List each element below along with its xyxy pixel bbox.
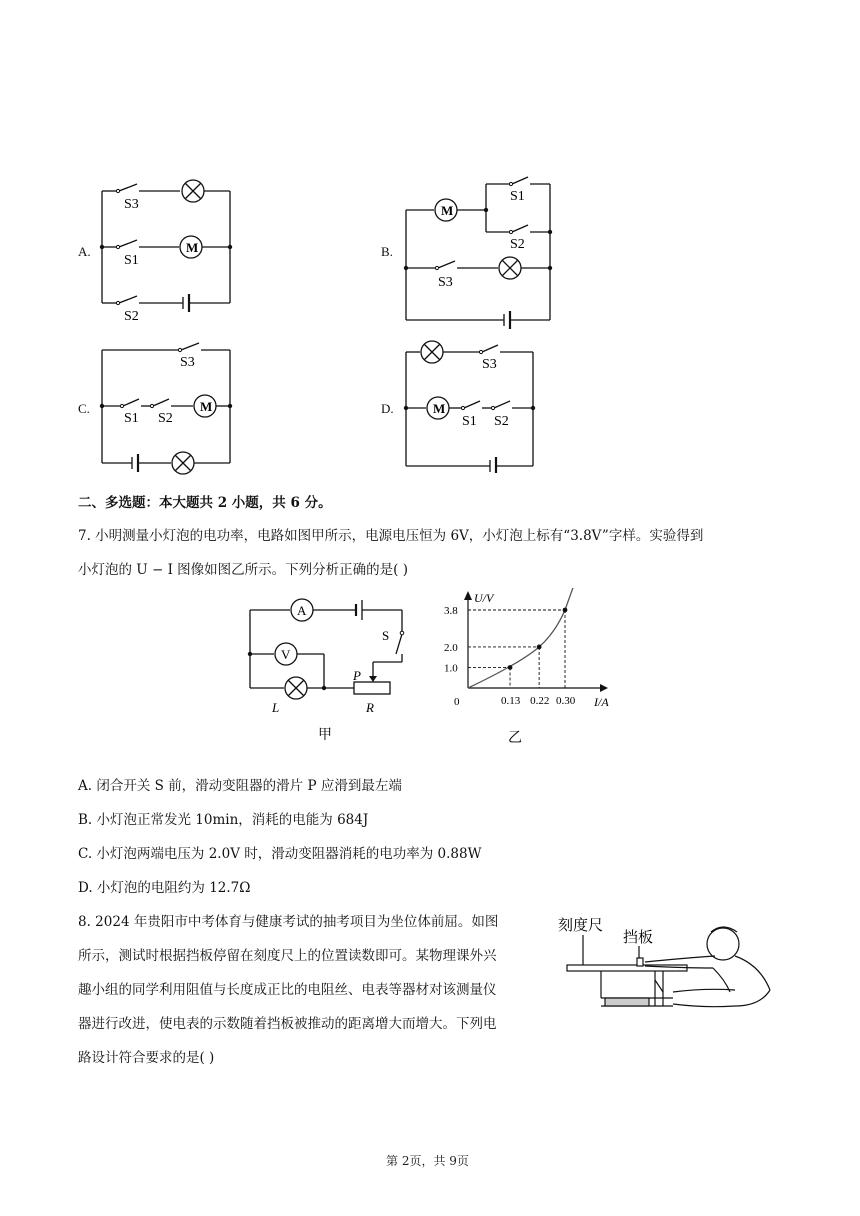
circuit-a-diagram: [95, 175, 240, 325]
q8-stem-line4: 器进行改进，使电表的示数随着挡板被推动的距离增大而增大。下列电: [78, 1016, 497, 1032]
switch-s-label: S: [382, 628, 390, 643]
y-tick-label: 2.0: [444, 641, 458, 654]
switch-s1-label: S1: [124, 253, 139, 268]
figure-caption-jia: 甲: [318, 728, 332, 743]
origin-label: 0: [454, 696, 460, 708]
switch-s1-label: S1: [124, 411, 139, 426]
q8-stem-line3: 趣小组的同学利用阻值与长度成正比的电阻丝、电表等器材对该测量仪: [78, 982, 497, 998]
switch-s3-label: S3: [438, 275, 453, 290]
q8-stem-line1: 8. 2024 年贵阳市中考体育与健康考试的抽考项目为坐位体前屈。如图: [78, 914, 499, 930]
x-axis-label: I/A: [594, 695, 609, 709]
q7-option-c[interactable]: C. 小灯泡两端电压为 2.0V 时，滑动变阻器消耗的电功率为 0.88W: [78, 846, 482, 862]
figure-caption-yi: 乙: [508, 731, 522, 746]
y-tick-label: 3.8: [444, 605, 458, 617]
q8-stem-line5: 路设计符合要求的是( ): [78, 1050, 215, 1066]
q7-option-d[interactable]: D. 小灯泡的电阻约为 12.7Ω: [78, 880, 251, 896]
voltmeter-label: V: [281, 647, 291, 662]
switch-s1-label: S1: [462, 414, 477, 429]
ammeter-label: A: [297, 603, 307, 618]
x-tick-label: 0.22: [530, 695, 550, 707]
data-point: [537, 645, 542, 650]
circuit-b-diagram: [398, 170, 558, 330]
motor-label: M: [441, 203, 454, 218]
ruler-label: 刻度尺: [558, 918, 604, 934]
data-point: [508, 665, 513, 670]
circuit-c-diagram: [95, 338, 240, 478]
switch-s2-label: S2: [510, 237, 525, 252]
q7-stem-line2: 小灯泡的 U − I 图像如图乙所示。下列分析正确的是( ): [78, 562, 409, 578]
switch-s2-label: S2: [124, 309, 139, 324]
lamp-l-label: L: [272, 700, 280, 715]
switch-s1-label: S1: [510, 189, 525, 204]
q7-figure-yi: [440, 588, 625, 748]
q7-stem-line1: 7. 小明测量小灯泡的电功率，电路如图甲所示，电源电压恒为 6V，小灯泡上标有“3.8V”字样。实验得到: [78, 528, 704, 544]
x-tick-label: 0.30: [556, 695, 576, 707]
motor-label: M: [200, 399, 213, 414]
option-a-label: A.: [78, 244, 91, 259]
switch-s2-label: S2: [158, 411, 173, 426]
y-tick-label: 1.0: [444, 662, 458, 675]
baffle-label: 挡板: [623, 930, 654, 946]
option-b-label: B.: [381, 244, 393, 259]
motor-label: M: [186, 240, 199, 255]
q7-option-b[interactable]: B. 小灯泡正常发光 10min，消耗的电能为 684J: [78, 812, 369, 828]
x-tick-label: 0.13: [501, 695, 521, 707]
switch-s3-label: S3: [180, 355, 195, 370]
data-point: [563, 608, 568, 613]
switch-s3-label: S3: [482, 357, 497, 372]
page-footer: 第 2页，共 9页: [386, 1154, 469, 1168]
circuit-d-diagram: [398, 338, 543, 473]
option-c-label: C.: [78, 401, 90, 416]
q7-option-a[interactable]: A. 闭合开关 S 前，滑动变阻器的滑片 P 应滑到最左端: [78, 778, 402, 794]
sit-and-reach-illustration: [555, 910, 790, 1025]
slider-p-label: P: [353, 668, 361, 683]
q8-stem-line2: 所示，测试时根据挡板停留在刻度尺上的位置读数即可。某物理课外兴: [78, 948, 497, 964]
option-d-label: D.: [381, 401, 394, 416]
rheostat-r-label: R: [366, 700, 374, 715]
q7-figure-jia: [238, 592, 418, 747]
y-axis-label: U/V: [474, 591, 494, 605]
switch-s3-label: S3: [124, 197, 139, 212]
motor-label: M: [433, 401, 446, 416]
switch-s2-label: S2: [494, 414, 509, 429]
section-heading: 二、多选题：本大题共 2 小题，共 6 分。: [78, 495, 332, 511]
